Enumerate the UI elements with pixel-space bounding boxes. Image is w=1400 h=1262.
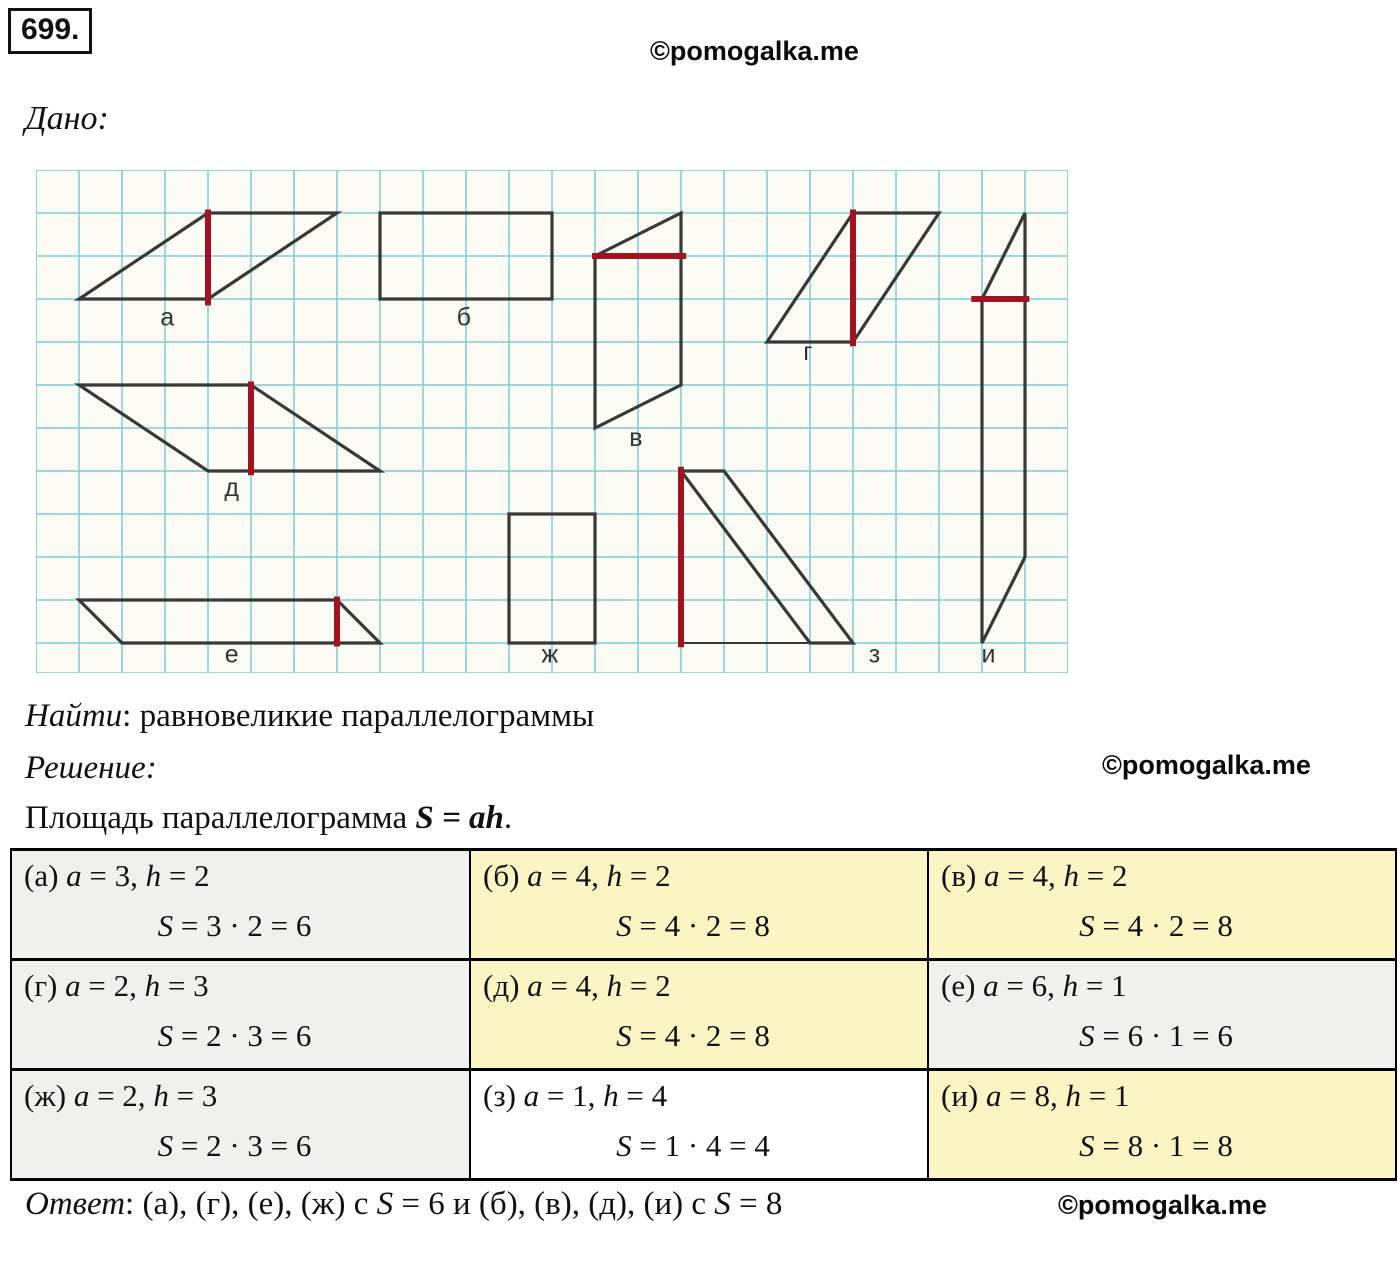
cell-area-calculation: S = 6 · 1 = 6 xyxy=(1079,1018,1233,1053)
formula-line: Площадь параллелограмма S = ah. xyxy=(25,800,513,836)
answer-line: Ответ: (а), (г), (е), (ж) с S = 6 и (б), (в), (д), (и) с S = 8 xyxy=(25,1186,783,1222)
cell-given: (з) a = 1, h = 4 xyxy=(483,1078,668,1113)
grid-figure xyxy=(36,170,1068,678)
solution-label: Решение: xyxy=(25,750,157,786)
given-label: Дано: xyxy=(25,100,109,137)
shape-label-ж: ж xyxy=(541,640,559,669)
cell-area-calculation: S = 4 · 2 = 8 xyxy=(616,1018,770,1053)
cell-area-calculation: S = 2 · 3 = 6 xyxy=(157,1018,312,1053)
formula-text: Площадь параллелограмма xyxy=(25,800,416,836)
answer-label: Ответ xyxy=(25,1186,126,1222)
table-cell-в xyxy=(928,850,1396,960)
table-cell-д xyxy=(470,960,928,1070)
find-label: Найти xyxy=(25,698,123,734)
cell-area-calculation: S = 8 · 1 = 8 xyxy=(1079,1128,1233,1163)
table-cell-з xyxy=(470,1070,928,1180)
table-cell-ж xyxy=(11,1070,470,1180)
shape-label-в: в xyxy=(629,424,643,453)
cell-given: (и) a = 8, h = 1 xyxy=(941,1078,1130,1113)
cell-given: (б) a = 4, h = 2 xyxy=(483,858,671,893)
table-row xyxy=(11,850,1396,960)
table-cell-и xyxy=(928,1070,1396,1180)
cell-given: (е) a = 6, h = 1 xyxy=(941,968,1127,1003)
cell-area-calculation: S = 3 · 2 = 6 xyxy=(157,908,312,943)
shape-label-б: б xyxy=(456,303,472,332)
cell-area-calculation: S = 4 · 2 = 8 xyxy=(1079,908,1233,943)
shape-label-е: е xyxy=(224,640,239,669)
calculations-table xyxy=(10,848,1397,1181)
shape-label-д: д xyxy=(224,473,239,502)
table-cell-а xyxy=(11,850,470,960)
cell-area-calculation: S = 2 · 3 = 6 xyxy=(157,1128,312,1163)
table-row xyxy=(11,1070,1396,1180)
table-cell-г xyxy=(11,960,470,1070)
find-line xyxy=(25,698,594,735)
grid-figure-svg xyxy=(36,170,1068,673)
cell-area-calculation: S = 4 · 2 = 8 xyxy=(616,908,770,943)
cell-given: (в) a = 4, h = 2 xyxy=(941,858,1128,893)
cell-given: (д) a = 4, h = 2 xyxy=(483,968,671,1003)
watermark-middle: ©pomogalka.me xyxy=(1102,750,1311,780)
formula-math: S = ah xyxy=(415,800,504,836)
shape-label-а: а xyxy=(160,303,175,332)
shape-label-и: и xyxy=(981,640,996,669)
shape-label-г: г xyxy=(803,338,813,367)
table-cell-б xyxy=(470,850,928,960)
table-cell-е xyxy=(928,960,1396,1070)
shape-label-з: з xyxy=(868,640,881,669)
find-text: : равновеликие параллелограммы xyxy=(122,698,595,734)
cell-given: (г) a = 2, h = 3 xyxy=(24,968,209,1003)
watermark-bottom: ©pomogalka.me xyxy=(1058,1190,1267,1220)
cell-given: (ж) a = 2, h = 3 xyxy=(24,1078,218,1113)
watermark-top: ©pomogalka.me xyxy=(650,36,859,66)
problem-number: 699. xyxy=(8,8,92,54)
table-row xyxy=(11,960,1396,1070)
cell-area-calculation: S = 1 · 4 = 4 xyxy=(616,1128,770,1163)
cell-given: (а) a = 3, h = 2 xyxy=(24,858,210,893)
